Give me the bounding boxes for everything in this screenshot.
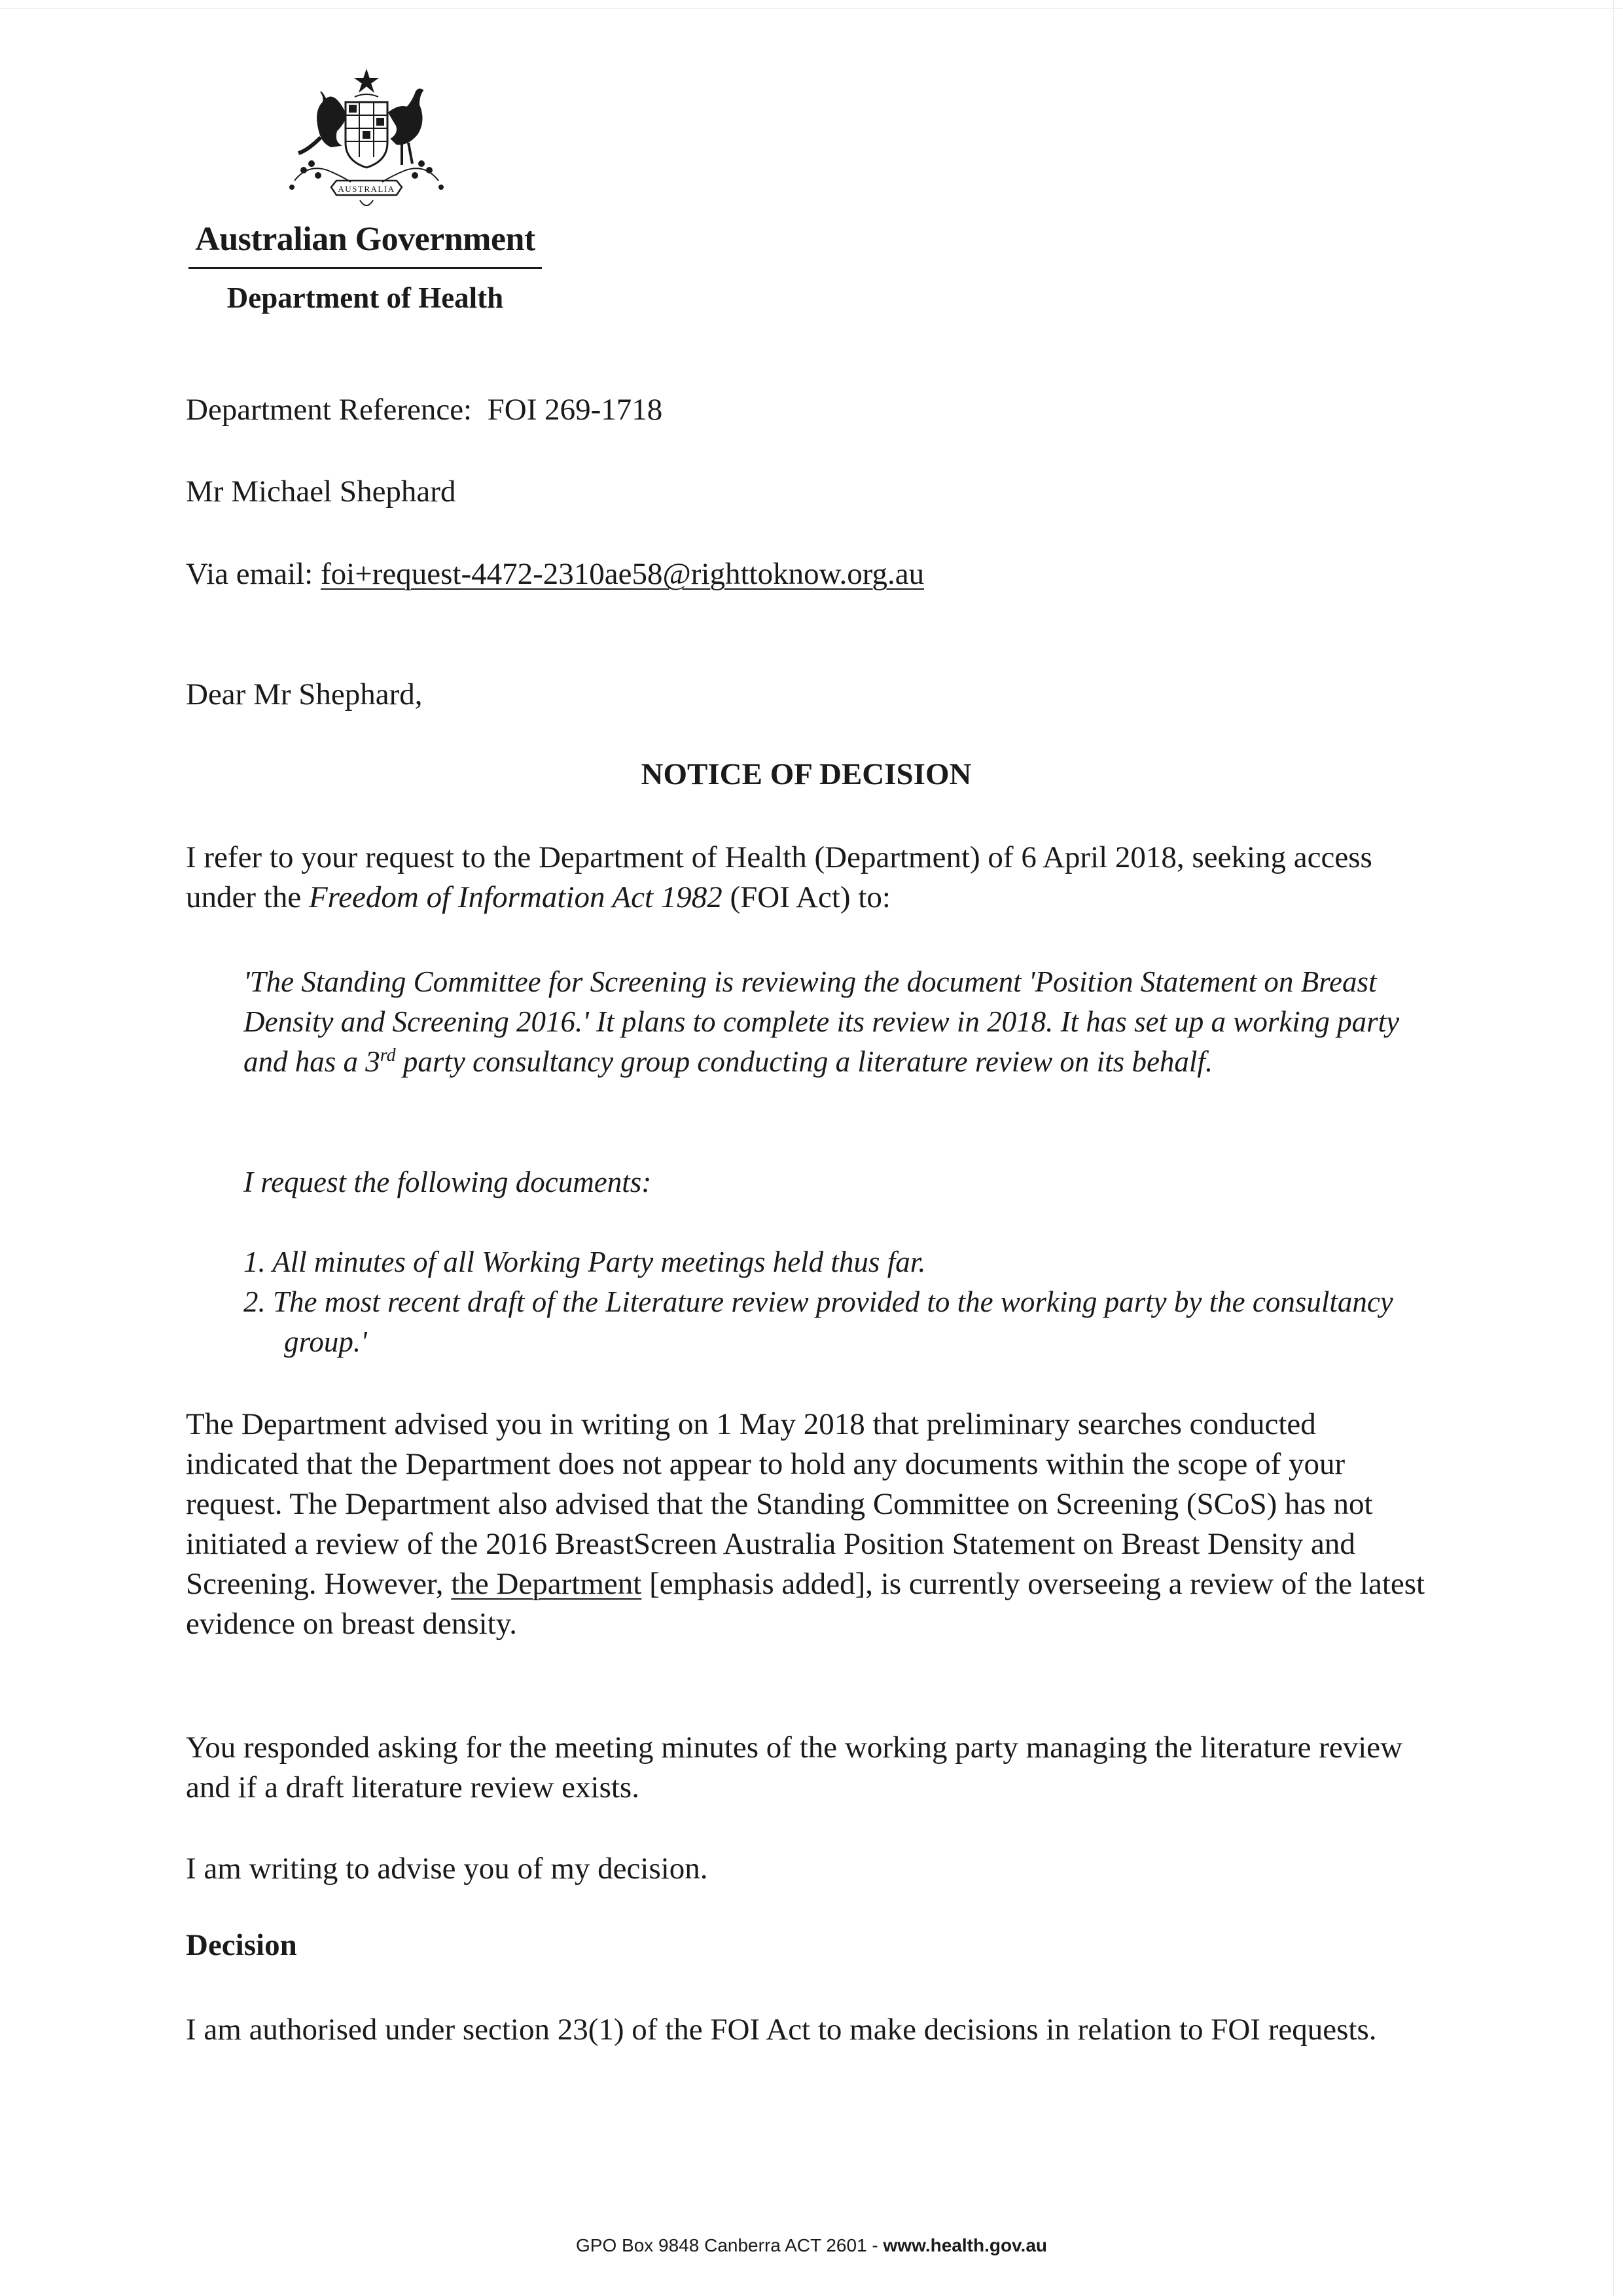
recipient-email-line [186, 554, 1427, 594]
decision-heading: Decision [186, 1928, 297, 1962]
list-item-text: The most recent draft of the Literature review provided to the working party by the consultancy group.' [273, 1285, 1393, 1358]
act-name: Freedom of Information Act 1982 [308, 880, 722, 914]
list-item [243, 1242, 1414, 1282]
intro-text-end: (FOI Act) to: [722, 880, 891, 914]
page-top-edge [0, 8, 1623, 9]
body-paragraph-1 [186, 1405, 1427, 1644]
letterhead-rule [188, 267, 542, 269]
intro-paragraph [186, 838, 1427, 918]
emphasis-underline: the Department [451, 1567, 642, 1601]
government-name: Australian Government [195, 221, 535, 258]
body-paragraph-4: I am authorised under section 23(1) of the FOI Act to make decisions in relation to FOI requests. [186, 2013, 1377, 2047]
email-label: Via email: [186, 557, 313, 591]
recipient-name: Mr Michael Shephard [186, 475, 456, 509]
coat-of-arms-logo [268, 65, 465, 223]
department-reference [186, 390, 1427, 430]
list-item-text: All minutes of all Working Party meetings held thus far. [272, 1246, 926, 1278]
body-p1-start: The Department advised you in writing on 1 May 2018 that preliminary searches conducted indicated that the Department does not appear to hold any documents within the scope of your request. The Department also advised that the Standing Committee on Screening (SCoS) has not initiated a review of the 2016 BreastScreen Australia Position Statement on Breast Density and Screening. However, [186, 1407, 1373, 1601]
salutation: Dear Mr Shephard, [186, 677, 423, 711]
notice-title: NOTICE OF DECISION [641, 757, 972, 791]
intro-text-start: I refer to your request to the Department of Health (Department) of 6 April 2018, seeking access under the [186, 840, 1372, 914]
recipient-email-link[interactable]: foi+request-4472-2310ae58@righttoknow.org.au [321, 557, 925, 591]
department-name: Department of Health [226, 281, 504, 314]
reference-label: Department Reference: [186, 393, 473, 427]
body-p1-end: [emphasis added], is currently overseeing a review of the latest evidence on breast density. [186, 1567, 1425, 1641]
reference-value: FOI 269-1718 [487, 393, 663, 427]
requested-documents-list [243, 1242, 1414, 1362]
quote-text-end: party consultancy group conducting a literature review on its behalf. [395, 1045, 1213, 1078]
list-item [243, 1282, 1414, 1362]
page-right-edge [1613, 0, 1614, 2296]
letterhead [188, 223, 542, 313]
body-paragraph-2: You responded asking for the meeting minutes of the working party managing the literature review and if a draft literature review exists. [186, 1731, 1403, 1804]
request-documents-intro: I request the following documents: [243, 1166, 652, 1198]
footer-address: GPO Box 9848 Canberra ACT 2601 - [576, 2235, 883, 2255]
list-item-number: 1. [243, 1246, 266, 1278]
quote-text-start: 'The Standing Committee for Screening is reviewing the document 'Position Statement on Breast Density and Screening 2016.' It plans to complete its review in 2018. It has set up a working party and has a 3 [243, 965, 1400, 1078]
list-item-number: 2. [243, 1285, 266, 1318]
letter-footer [0, 2235, 1623, 2256]
svg-text:AUSTRALIA: AUSTRALIA [338, 184, 395, 194]
body-paragraph-3: I am writing to advise you of my decision. [186, 1852, 708, 1886]
quote-superscript: rd [380, 1045, 396, 1066]
request-quote-paragraph [243, 962, 1427, 1082]
footer-website-link[interactable]: www.health.gov.au [883, 2235, 1047, 2255]
